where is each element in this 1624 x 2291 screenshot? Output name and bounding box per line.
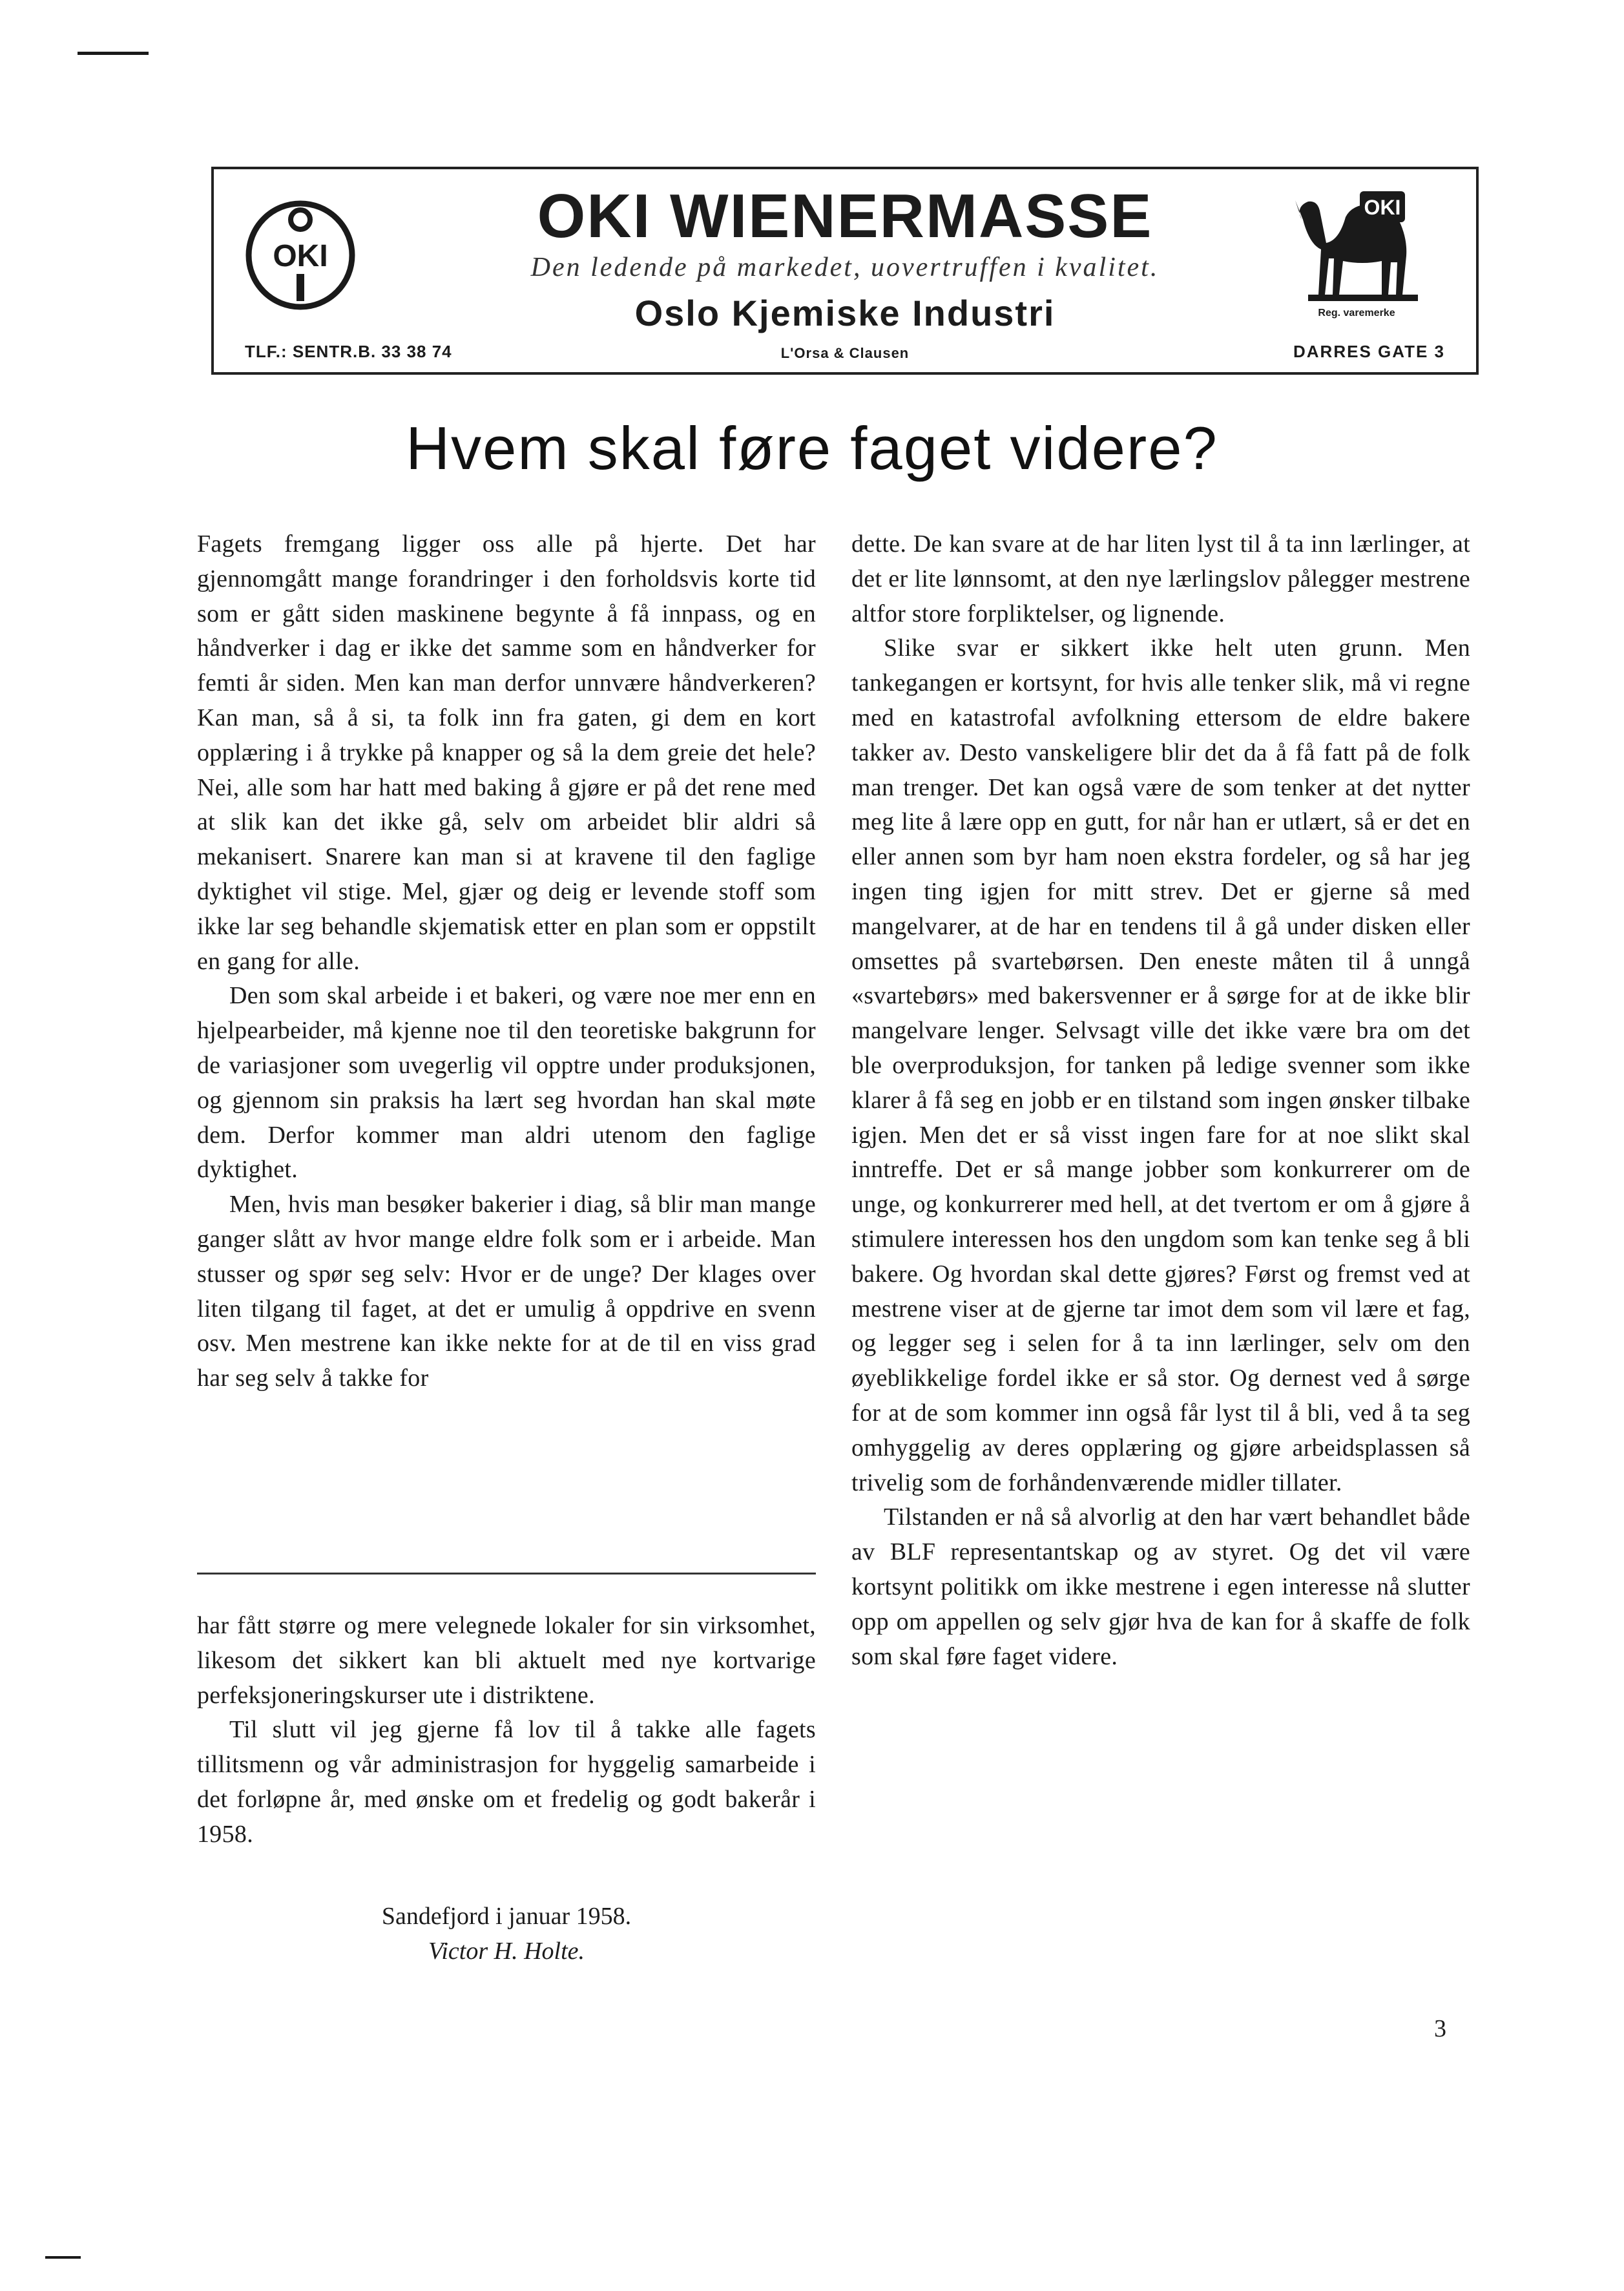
left-column-top <box>197 527 816 1396</box>
ad-slogan: Den ledende på markedet, uovertruffen i kvalitet. <box>530 253 1160 282</box>
paragraph: har fått større og mere velegnede lokaler for sin virksomhet, likesom det sikkert kan bli aktuelt med nye kortvarige perfeksjoneringskurser ute i distriktene. <box>197 1612 816 1709</box>
ad-owners: L'Orsa & Clausen <box>780 345 910 361</box>
paragraph: Fagets fremgang ligger oss alle på hjerte. Det har gjennomgått mange forandringer i den forholdsvis korte tid som er gått siden maskinene begynte å få innpass, og en håndverker i dag er ikke det samme som en håndverker for femti år siden. Men kan man derfor unnvære håndverkeren? Kan man, så å si, ta folk inn fra gaten, gi dem en kort opplæring i å trykke på knapper og så la dem greie det hele? Nei, alle som har hatt med baking å gjøre er på det rene med at slik kan det ikke gå, selv om arbeidet blir aldri så mekanisert. Snarere kan man si at kravene til den faglige dyktighet vil stige. Mel, gjær og deig er levende stoff som ikke lar seg behandle skjematisk etter en plan som er oppstilt en gang for alle. <box>197 530 816 975</box>
ad-title: OKI WIENERMASSE <box>537 182 1153 251</box>
ad-address: DARRES GATE 3 <box>1293 342 1445 361</box>
signoff-name: Victor H. Holte. <box>428 1938 585 1965</box>
scan-mark-top <box>78 52 149 55</box>
column-separator <box>197 1573 816 1574</box>
paragraph: Tilstanden er nå så alvorlig at den har vært behandlet både av BLF representantskap og av styret. Og det vil være kortsynt politikk om ikke mestrene i egen interesse nå slutter opp om appellen og selv gjør hva de kan for å skaffe de folk som skal føre faget videre. <box>851 1503 1470 1670</box>
camel-label: OKI <box>1364 196 1401 219</box>
ad-company: Oslo Kjemiske Industri <box>634 293 1056 333</box>
right-column <box>851 527 1470 1674</box>
paragraph: Den som skal arbeide i et bakeri, og være noe mer enn en hjelpearbeider, må kjenne noe til den teoretiske bakgrunn for de variasjoner som uvegerlig vil opptre under produksjonen, og gjennom sin praksis ha lært seg hvordan han skal møte dem. Derfor kommer man aldri utenom den faglige dyktighet. <box>197 982 816 1184</box>
ad-trademark: Reg. varemerke <box>1318 308 1395 319</box>
article-headline: Hvem skal føre faget videre? <box>406 414 1218 482</box>
paragraph: Men, hvis man besøker bakerier i diag, så blir man mange ganger slått av hvor mange eldre folk som er i arbeide. Man stusser og spør seg selv: Hvor er de unge? Der klages over liten tilgang til faget, at det er umulig å oppdrive en svenn osv. Men mestrene kan ikke nekte for at de til en viss grad har seg selv å takke for <box>197 1191 816 1392</box>
page-number: 3 <box>1434 2015 1446 2042</box>
signoff-place: Sandefjord i januar 1958. <box>381 1903 632 1930</box>
advertisement-box <box>211 167 1479 375</box>
left-column-bottom <box>197 1609 816 1852</box>
paragraph: Slike svar er sikkert ikke helt uten grunn. Men tankegangen er kortsynt, for hvis alle tenker slik, må vi regne med en katastrofal avfolkning ettersom de eldre bakere takker av. Desto vanskeligere blir det da å få fatt på de folk man trenger. Det kan også være de som tenker at det nytter meg lite å lære opp en gutt, for når han er utlært, så er det en eller annen som byr ham noen ekstra fordeler, og så har jeg ingen ting igjen for mitt strev. Det er gjerne så med mangelvarer, at de har en tendens til å gå under disken eller omsettes på svartebørsen. Den eneste måten til å unngå «svartebørs» med bakersvenner er å sørge for at de ikke blir mangelvare lenger. Selvsagt ville det ikke være bra om det ble overproduksjon, for tanken på ledige svenner som ikke klarer å få seg en jobb er en tilstand som ingen ønsker tilbake igjen. Men det er så visst ingen fare for at noe slikt skal inntreffe. Det er så mange jobber som konkurrerer om de unge, og konkurrerer med hell, at det tvertom er om å gjøre å stimulere interessen hos den ungdom som kan tenke seg å bli bakere. Og hvordan skal dette gjøres? Først og fremst ved at mestrene viser at de gjerne tar imot dem som vil lære et fag, og legger seg i selen for å ta inn lærlinger, selv om den øyeblikkelige fordel ikke er så stor. Og dernest ved å sørge for at de som kommer inn også får lyst til å bli, ved å ta seg omhyggelig av deres opplæring og gjøre arbeidsplassen så trivelig som de forhåndenværende midler tillater. <box>851 634 1470 1496</box>
logo-text: OKI <box>273 239 328 273</box>
paragraph: Til slutt vil jeg gjerne få lov til å takke alle fagets tillitsmenn og vår administrasjon for hyggelig samarbeide i det forløpne år, med ønske om et fredelig og godt bakerår i 1958. <box>197 1716 816 1848</box>
ad-phone: TLF.: SENTR.B. 33 38 74 <box>245 342 452 361</box>
paragraph: dette. De kan svare at de har liten lyst til å ta inn lærlinger, at det er lite lønnsomt, at den nye lærlingslov pålegger mestrene altfor store forpliktelser, og lignende. <box>851 530 1470 627</box>
scan-mark-bottom <box>45 2256 81 2259</box>
camel-trademark-icon <box>1282 181 1437 304</box>
